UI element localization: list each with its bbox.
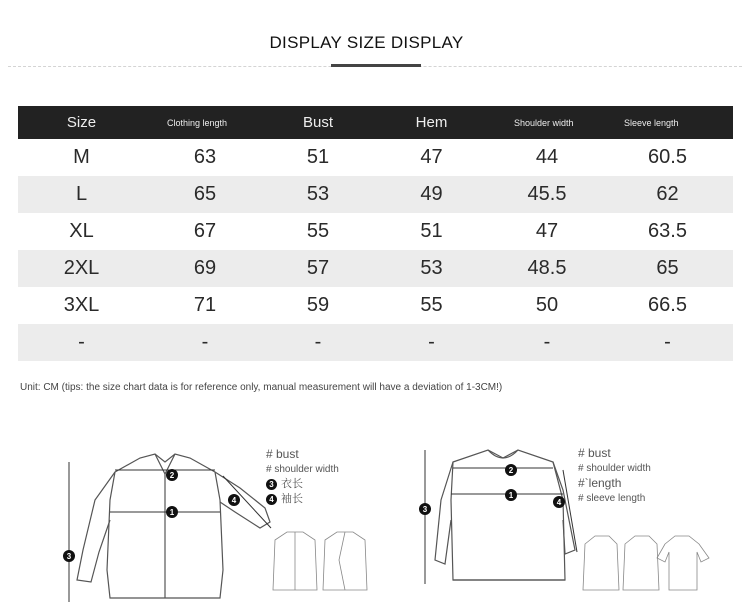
measurement-cell: 69 xyxy=(145,250,265,287)
header-shoulder-width: Shoulder width xyxy=(492,106,602,139)
jacket-thumbnails xyxy=(273,532,367,590)
size-table xyxy=(18,106,733,361)
svg-text:3: 3 xyxy=(422,505,428,514)
size-cell: XL xyxy=(69,220,94,242)
measurement-cell: 59 xyxy=(306,294,330,316)
measurement-cell: 66.5 xyxy=(648,294,687,316)
measurement-cell: 65 xyxy=(145,176,265,213)
measurement-cell: 65 xyxy=(602,250,733,287)
page-title: DISPLAY SIZE DISPLAY xyxy=(269,33,464,52)
header-bust: Bust xyxy=(265,106,371,139)
marker-4-icon: 4 xyxy=(266,494,277,505)
unit-note: Unit: CM (tips: the size chart data is for reference only, manual measurement will have a deviation of 1-3CM!) xyxy=(20,382,503,393)
legend-bust-right: # bust xyxy=(578,446,611,460)
legend-shoulder-right: # shoulder width xyxy=(578,463,651,474)
header-size: Size xyxy=(18,106,145,139)
table-row xyxy=(18,287,733,324)
header-sleeve-length: Sleeve length xyxy=(602,106,733,139)
measurement-cell: 51 xyxy=(306,146,330,168)
left-legend xyxy=(266,447,339,507)
table-row xyxy=(18,176,733,213)
size-cell: 2XL xyxy=(18,250,145,287)
measurement-cell: - xyxy=(145,324,265,361)
table-row xyxy=(18,213,733,250)
measurement-cell: 55 xyxy=(306,220,330,242)
sweater-measurement-diagram xyxy=(413,440,733,610)
garment-thumbnails xyxy=(583,536,709,590)
svg-text:4: 4 xyxy=(556,498,562,507)
measurement-cell: 45.5 xyxy=(492,176,602,213)
measurement-cell: 47 xyxy=(420,146,443,168)
measurement-cell: 49 xyxy=(371,176,492,213)
table-header-row xyxy=(18,106,733,139)
table-row xyxy=(18,139,733,176)
measurement-cell: 67 xyxy=(193,220,217,242)
measurement-cell: - xyxy=(265,324,371,361)
legend-clothing-length: 衣长 xyxy=(281,478,303,490)
legend-bust: # bust xyxy=(266,447,299,461)
size-cell: M xyxy=(73,146,90,168)
measurement-cell: - xyxy=(602,324,733,361)
measurement-cell: 53 xyxy=(371,250,492,287)
legend-sleeve-length: 袖长 xyxy=(281,493,303,505)
measurement-cell: 53 xyxy=(265,176,371,213)
svg-text:4: 4 xyxy=(231,496,237,505)
measurement-cell: 44 xyxy=(535,146,559,168)
size-cell: 3XL xyxy=(63,294,100,316)
marker-icons xyxy=(63,469,240,562)
measurement-cell: 48.5 xyxy=(492,250,602,287)
right-legend xyxy=(578,446,651,506)
svg-text:2: 2 xyxy=(169,471,175,480)
table-row xyxy=(18,324,733,361)
title-underline xyxy=(331,64,421,67)
measurement-cell: 50 xyxy=(535,294,559,316)
table-row xyxy=(18,250,733,287)
svg-text:1: 1 xyxy=(508,491,514,500)
measurement-cell: 63.5 xyxy=(648,220,687,242)
legend-length-right: #`length xyxy=(578,476,622,490)
measurement-cell: 55 xyxy=(420,294,443,316)
svg-text:2: 2 xyxy=(508,466,514,475)
measurement-cell: 62 xyxy=(602,176,733,213)
header-clothing-length: Clothing length xyxy=(145,106,265,139)
size-cell: L xyxy=(18,176,145,213)
svg-text:3: 3 xyxy=(66,552,72,561)
marker-3-icon: 3 xyxy=(266,479,277,490)
measurement-cell: - xyxy=(371,324,492,361)
legend-sleeve-right: # sleeve length xyxy=(578,493,646,504)
measurement-cell: 60.5 xyxy=(648,146,687,168)
header-hem: Hem xyxy=(371,106,492,139)
size-cell: - xyxy=(18,324,145,361)
measurement-cell: - xyxy=(492,324,602,361)
measurement-cell: 47 xyxy=(535,220,559,242)
svg-text:1: 1 xyxy=(169,508,175,517)
measurement-cell: 57 xyxy=(265,250,371,287)
measurement-cell: 51 xyxy=(420,220,443,242)
legend-shoulder: # shoulder width xyxy=(266,464,339,475)
measurement-cell: 71 xyxy=(193,294,217,316)
measurement-cell: 63 xyxy=(193,146,217,168)
